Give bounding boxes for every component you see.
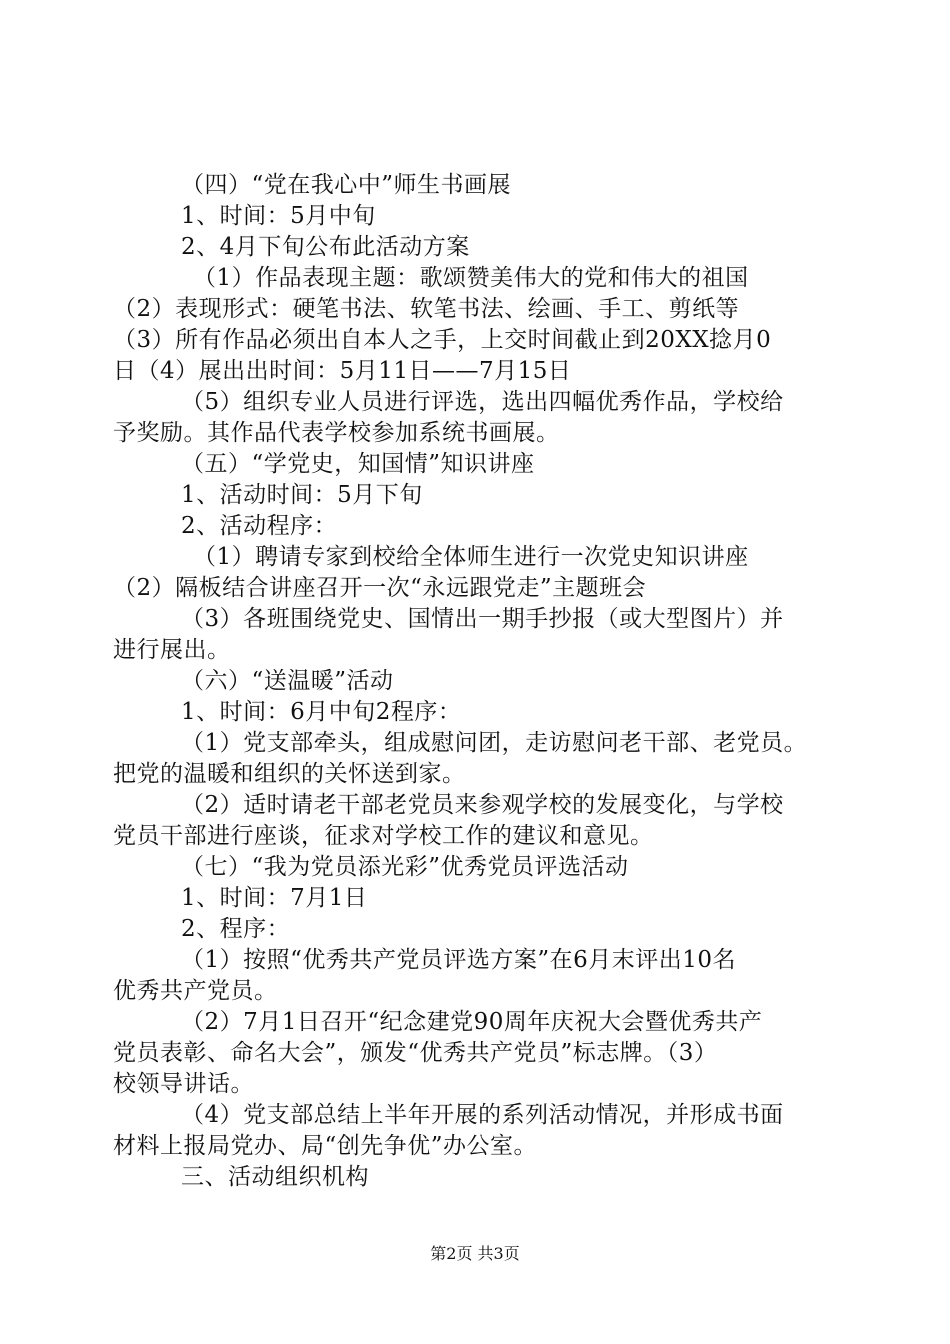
document-body [113, 170, 838, 1193]
text-line: 1、时间：6月中旬2程序： [181, 699, 462, 725]
text-line: 1、活动时间：5月下旬 [181, 482, 423, 508]
text-line: 党员干部进行座谈，征求对学校工作的建议和意见。 [113, 823, 654, 849]
text-line: （六）“送温暖”活动 [181, 668, 394, 694]
text-line: （1）党支部牵头，组成慰问团，走访慰问老干部、老党员。 [181, 730, 808, 756]
text-line: （1）作品表现主题：歌颂赞美伟大的党和伟大的祖国 [193, 265, 749, 291]
text-line: （1）按照“优秀共产党员评选方案”在6月末评出10名 [181, 947, 737, 973]
text-line: 校领导讲话。 [113, 1071, 254, 1097]
text-line: （四）“党在我心中”师生书画展 [181, 172, 512, 198]
text-line: 优秀共产党员。 [113, 978, 278, 1004]
text-line: （2）7月1日召开“纪念建党90周年庆祝大会暨优秀共产 [181, 1009, 763, 1035]
text-line: 2、活动程序： [181, 513, 338, 539]
text-line: （3）各班围绕党史、国情出一期手抄报（或大型图片）并 [181, 606, 784, 632]
text-line: 党员表彰、命名大会”，颁发“优秀共产党员”标志牌。（3） [113, 1040, 718, 1066]
text-line: （五）“学党史，知国情”知识讲座 [181, 451, 535, 477]
text-line: （七）“我为党员添光彩”优秀党员评选活动 [181, 854, 629, 880]
text-line: 进行展出。 [113, 637, 231, 663]
text-line: 三、活动组织机构 [181, 1164, 369, 1190]
text-line: 把党的温暖和组织的关怀送到家。 [113, 761, 466, 787]
text-line: 日（4）展出出时间：5月11日——7月15日 [113, 358, 572, 384]
text-line: 1、时间：7月1日 [181, 885, 368, 911]
text-line: 2、4月下旬公布此活动方案 [181, 234, 470, 260]
text-line: （2）适时请老干部老党员来参观学校的发展变化，与学校 [181, 792, 784, 818]
text-line: （2）表现形式：硬笔书法、软笔书法、绘画、手工、剪纸等 [113, 296, 740, 322]
text-line: 予奖励。其作品代表学校参加系统书画展。 [113, 420, 560, 446]
text-line: 1、时间：5月中旬 [181, 203, 376, 229]
text-line: （4）党支部总结上半年开展的系列活动情况，并形成书面 [181, 1102, 784, 1128]
text-line: 材料上报局党办、局“创先争优”办公室。 [113, 1133, 538, 1159]
text-line: （2）隔板结合讲座召开一次“永远跟党走”主题班会 [113, 575, 647, 601]
text-line: （3）所有作品必须出自本人之手，上交时间截止到20XX捻月0 [113, 327, 772, 353]
text-line: （5）组织专业人员进行评选，选出四幅优秀作品，学校给 [181, 389, 784, 415]
page-footer: 第2页 共3页 [430, 1244, 520, 1263]
text-line: （1）聘请专家到校给全体师生进行一次党史知识讲座 [193, 544, 749, 570]
text-line: 2、程序： [181, 916, 291, 942]
